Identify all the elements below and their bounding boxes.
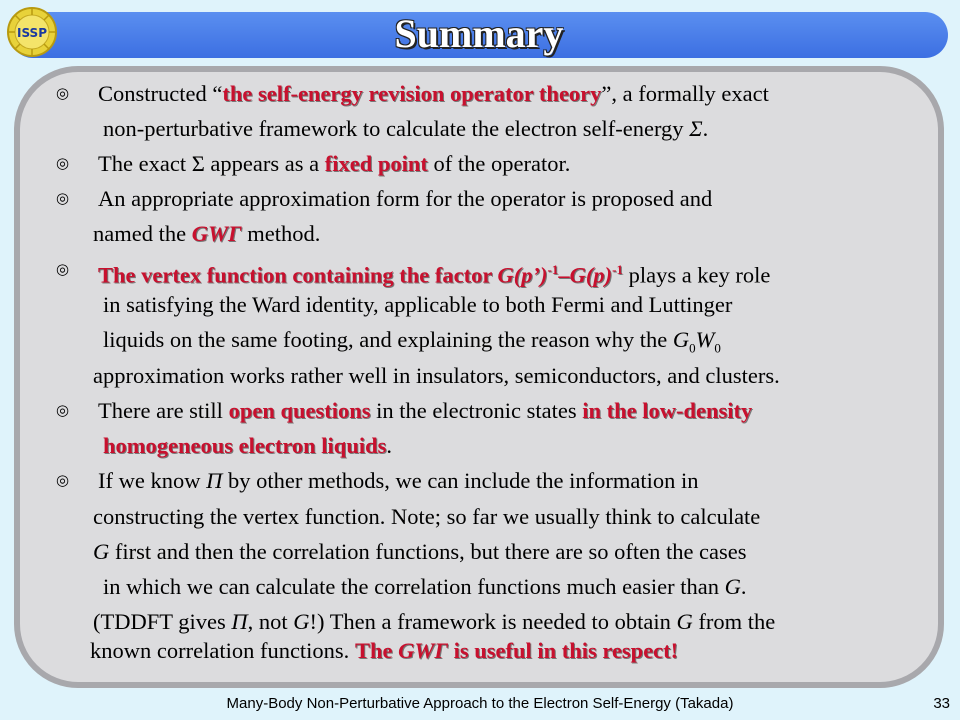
summary-line-5: named the GWΓ method. [93,221,321,246]
summary-line-10: There are still open questions in the electronic states in the low-density [98,398,753,423]
bullet-marker: ◎ [56,262,70,278]
summary-line-17: known correlation functions. The GWΓ is useful in this respect! [90,638,679,663]
summary-line-7: in satisfying the Ward identity, applicable to both Fermi and Luttinger [103,292,733,317]
bullet-marker: ◎ [56,473,70,489]
summary-line-1: Constructed “the self-energy revision operator theory”, a formally exact [98,81,769,106]
bullet-marker: ◎ [56,86,70,102]
summary-line-6: The vertex function containing the factor $G(p’)^{-1}-G(p)^{-1}$ plays a key role [98,262,771,288]
svg-text:ISSP: ISSP [16,26,48,40]
summary-line-2: non-perturbative framework to calculate the electron self-energy Σ. [103,116,709,141]
summary-line-14: G first and then the correlation functions, but there are so often the cases [93,539,747,564]
page-number: 33 [933,695,950,712]
bullet-marker: ◎ [56,403,70,419]
summary-line-15: in which we can calculate the correlation functions much easier than G. [103,574,747,599]
summary-line-4: An appropriate approximation form for the operator is proposed and [98,186,713,211]
title-bar [10,12,948,58]
summary-line-9: approximation works rather well in insulators, semiconductors, and clusters. [93,363,780,388]
footer-text: Many-Body Non-Perturbative Approach to the Electron Self-Energy (Takada) [226,695,734,712]
summary-line-8: liquids on the same footing, and explaining the reason why the $G_0W_0$ [103,327,721,356]
summary-line-13: constructing the vertex function. Note; so far we usually think to calculate [93,504,761,529]
summary-line-16: (TDDFT gives Π, not G!) Then a framework is needed to obtain G from the [93,609,776,634]
bullet-marker: ◎ [56,191,70,207]
summary-line-3: The exact Σ appears as a fixed point of the operator. [98,151,571,176]
summary-line-11: homogeneous electron liquids. [103,433,392,458]
issp-logo-icon [6,6,58,58]
slide-title: Summary [394,11,564,56]
summary-line-12: If we know Π by other methods, we can include the information in [98,468,699,493]
bullet-marker: ◎ [56,156,70,172]
